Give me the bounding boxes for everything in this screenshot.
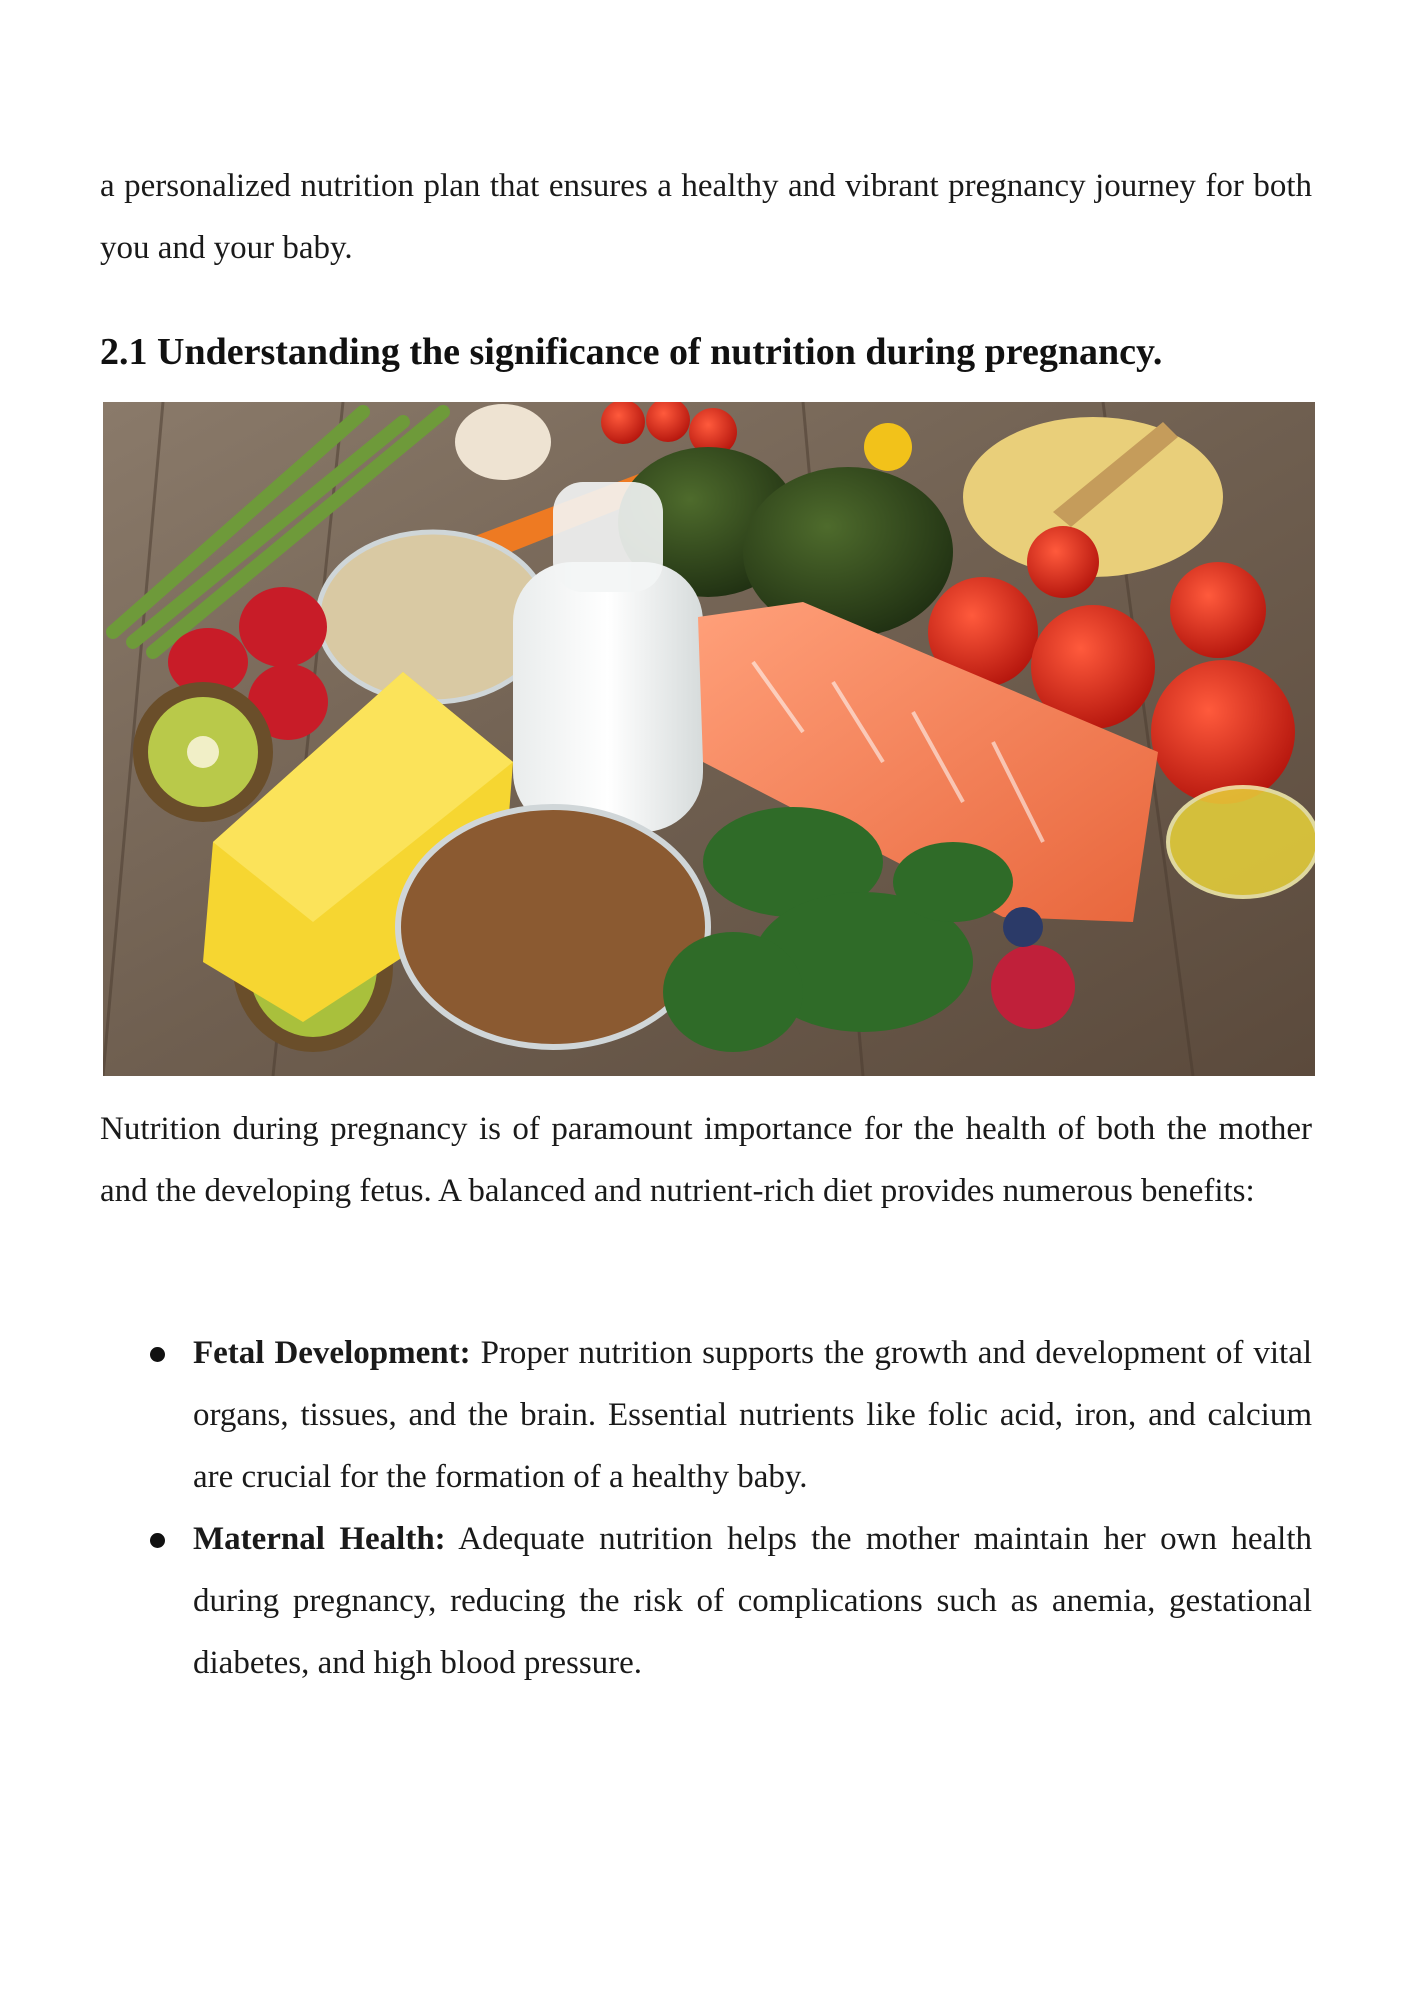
milk-bottle xyxy=(513,562,703,832)
buckwheat-bowl xyxy=(398,807,708,1047)
intro-paragraph: a personalized nutrition plan that ensures a healthy and vibrant pregnancy journey for both you and your baby. xyxy=(100,168,1312,266)
raspberry xyxy=(991,945,1075,1029)
benefits-list xyxy=(100,1322,1312,1694)
list-item-text: Proper nutrition supports the growth and development of vital organs, tissues, and the brain. Essential nutrients like folic acid, iron, and calcium are crucial for the formation of a healthy baby. xyxy=(193,1335,1313,1495)
bullet-icon xyxy=(150,1533,165,1548)
healthy-foods-photo xyxy=(103,402,1315,1076)
body-paragraph: Nutrition during pregnancy is of paramount importance for the health of both the mother and the developing fetus. A balanced and nutrient-rich diet provides numerous benefits: xyxy=(100,1111,1312,1209)
list-item xyxy=(100,1508,1312,1694)
yellow-tomato xyxy=(864,423,912,471)
blueberry xyxy=(1003,907,1043,947)
list-item xyxy=(100,1322,1312,1508)
list-item-text: Adequate nutrition helps the mother maintain her own health during pregnancy, reducing the risk of complications such as anemia, gestational diabetes, and high blood pressure. xyxy=(193,1521,1312,1681)
list-item-term: Maternal Health: xyxy=(193,1521,446,1557)
section-heading: 2.1 Understanding the significance of nutrition during pregnancy. xyxy=(100,331,1163,373)
list-item-term: Fetal Development: xyxy=(193,1335,471,1371)
olive-oil-bowl xyxy=(1168,787,1315,897)
garlic xyxy=(455,404,551,480)
bullet-icon xyxy=(150,1347,165,1362)
